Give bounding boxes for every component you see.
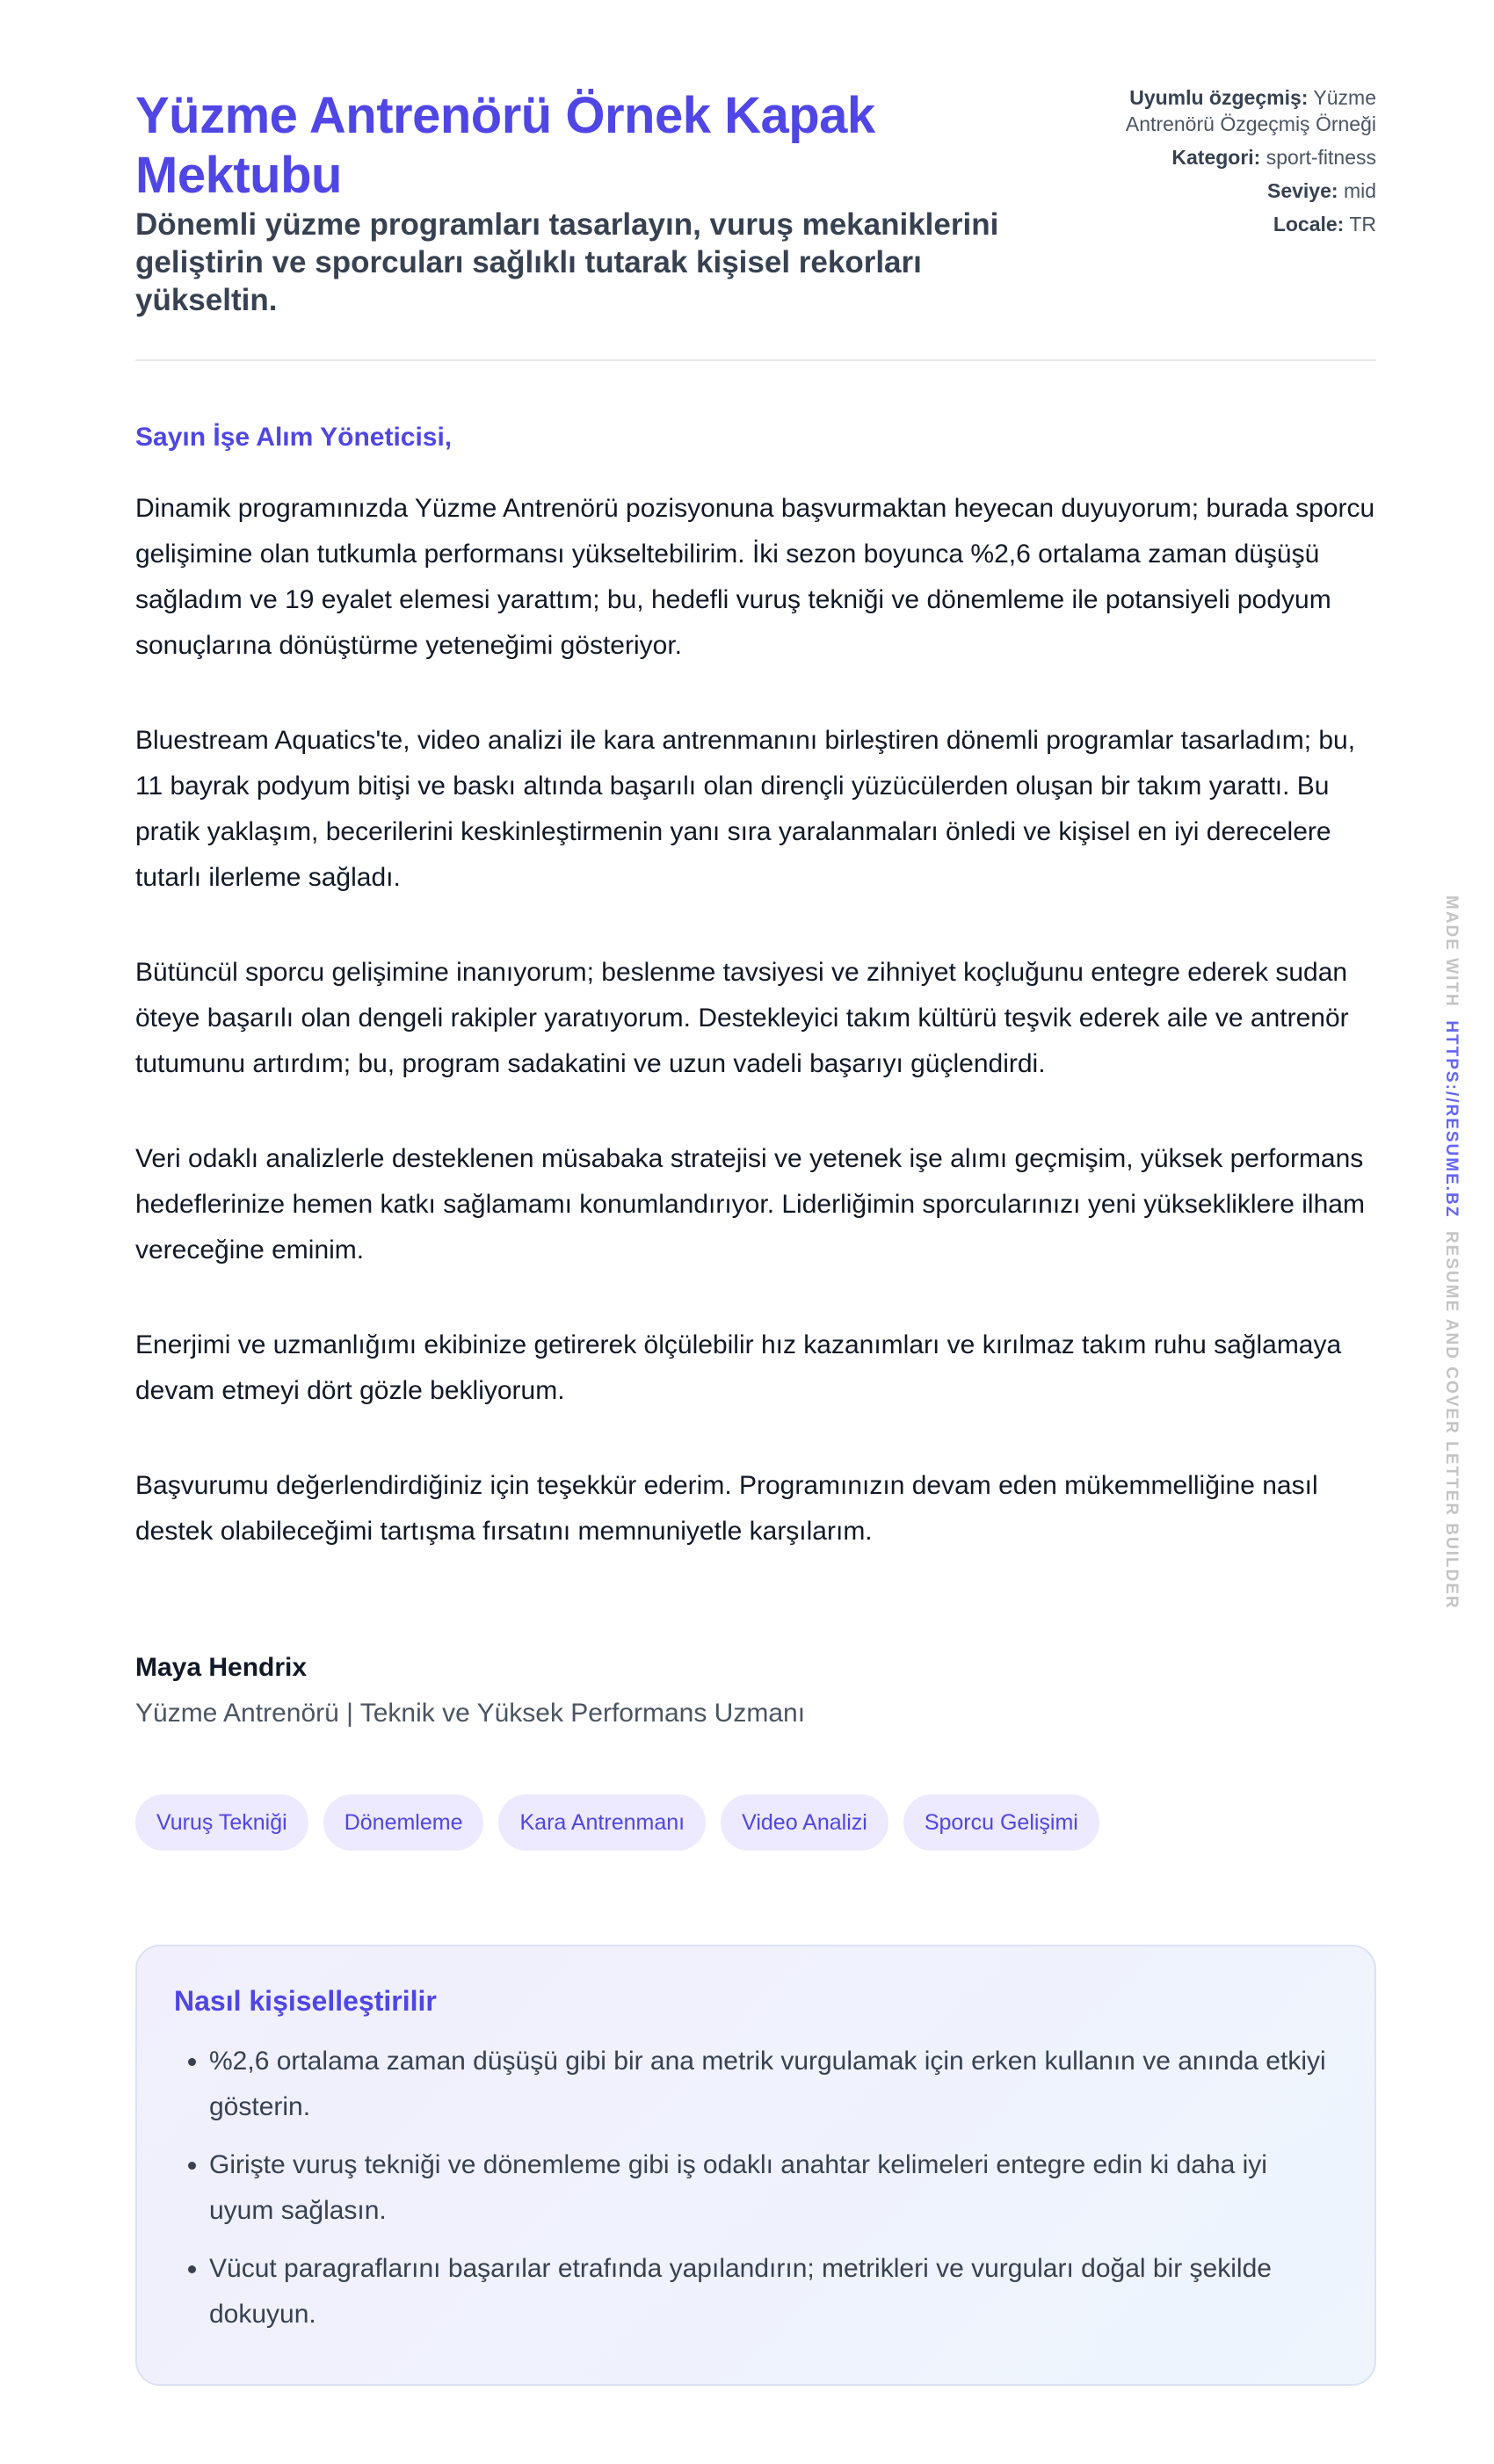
meta-level: Seviye: mid: [1266, 179, 1376, 202]
tips-title: Nasıl kişiselleştirilir: [174, 1985, 437, 2017]
cover-letter-page: [135, 0, 1376, 2386]
customization-tips: [135, 1945, 1376, 2386]
letter-paragraph: Başvurumu değerlendirdiğiniz için teşekkür ederim. Programınızın devam eden mükemmelliğine nasıl destek olabileceğimi tartışma fırsatını memnuniyetle karşılarım.: [135, 1471, 1318, 1546]
letter-paragraph: Bütüncül sporcu gelişimine inanıyorum; beslenme tavsiyesi ve zihniyet koçluğunu entegre ederek sudan öteye başarılı olan dengeli rakipler yaratıyorum. Destekleyici takım kültürü teşvik ederek aile ve antrenör tutumunu artırdım; bu, program sadakatini ve uzun vadeli başarıyı güçlendirdi.: [135, 958, 1349, 1078]
skill-tag: Dönemleme: [323, 1794, 484, 1851]
watermark: MADE WITH HTTPS://RESUME.BZ RESUME AND COVER LETTER BUILDER: [1442, 895, 1461, 1610]
meta-category: Kategori: sport-fitness: [1171, 146, 1376, 169]
page-subtitle: Dönemli yüzme programları tasarlayın, vuruş mekaniklerini geliştirin ve sporcuları sağlıklı tutarak kişisel rekorları yükseltin.: [135, 207, 999, 317]
skill-tag: Vuruş Tekniği: [135, 1794, 308, 1851]
tip-item: • Girişte vuruş tekniği ve dönemleme gibi iş odaklı anahtar kelimeleri entegre edin ki daha iyi uyum sağlasın.: [209, 2142, 1338, 2234]
tips-list: [174, 2039, 1338, 2337]
skill-tag: Sporcu Gelişimi: [903, 1794, 1099, 1851]
letter-paragraph: Veri odaklı analizlerle desteklenen müsabaka stratejisi ve yetenek işe alımı geçmişim, yüksek performans hedeflerinize hemen katkı sağlamamı konumlandırıyor. Liderliğimin sporcularınızı yeni yüksekliklere ilham vereceğine eminim.: [135, 1144, 1365, 1265]
letter-paragraph: Bluestream Aquatics'te, video analizi ile kara antrenmanını birleştiren dönemli programlar tasarladım; bu, 11 bayrak podyum bitişi ve baskı altında başarılı olan dirençli yüzücülerden oluşan bir takım yarattı. Bu pratik yaklaşım, becerilerini keskinleştirmenin yanı sıra yaralanmaları önledi ve kişisel en iyi derecelere tutarlı ilerleme sağladı.: [135, 726, 1356, 892]
meta-resume: Uyumlu özgeçmiş: Yüzme Antrenörü Özgeçmiş Örneği: [1125, 86, 1376, 135]
meta-locale: Locale: TR: [1273, 213, 1376, 236]
resume-bz-link[interactable]: HTTPS://RESUME.BZ: [1442, 1020, 1461, 1219]
greeting: Sayın İşe Alım Yöneticisi,: [135, 423, 453, 452]
letter-paragraph: Enerjimi ve uzmanlığımı ekibinize getirerek ölçülebilir hız kazanımları ve kırılmaz takım ruhu sağlamaya devam etmeyi dört gözle bekliyorum.: [135, 1330, 1342, 1405]
tip-item: • Vücut paragraflarını başarılar etrafında yapılandırın; metrikleri ve vurguları doğal bir şekilde dokuyun.: [209, 2246, 1338, 2337]
meta-info: [1086, 84, 1376, 244]
signature-name: Maya Hendrix: [135, 1653, 308, 1682]
signature: [135, 1653, 1376, 1728]
skill-tag: Video Analizi: [721, 1794, 888, 1851]
letter-paragraph: Dinamik programınızda Yüzme Antrenörü pozisyonuna başvurmaktan heyecan duyuyorum; burada sporcu gelişimine olan tutkumla performansı yükseltebilirim. İki sezon boyunca %2,6 ortalama zaman düşüşü sağladım ve 19 eyalet elemesi yarattım; bu, hedefli vuruş tekniği ve dönemleme ile potansiyeli podyum sonuçlarına dönüştürme yeteneğimi gösteriyor.: [135, 494, 1375, 660]
page-title: Yüzme Antrenörü Örnek Kapak Mektubu: [135, 87, 875, 204]
header: [135, 0, 1376, 361]
signature-title: Yüzme Antrenörü | Teknik ve Yüksek Performans Uzmanı: [135, 1699, 806, 1728]
skill-tags: [135, 1794, 1376, 1851]
tip-item: • %2,6 ortalama zaman düşüşü gibi bir ana metrik vurgulamak için erken kullanın ve anında etkiyi gösterin.: [209, 2039, 1338, 2130]
skill-tag: Kara Antrenmanı: [498, 1794, 706, 1851]
